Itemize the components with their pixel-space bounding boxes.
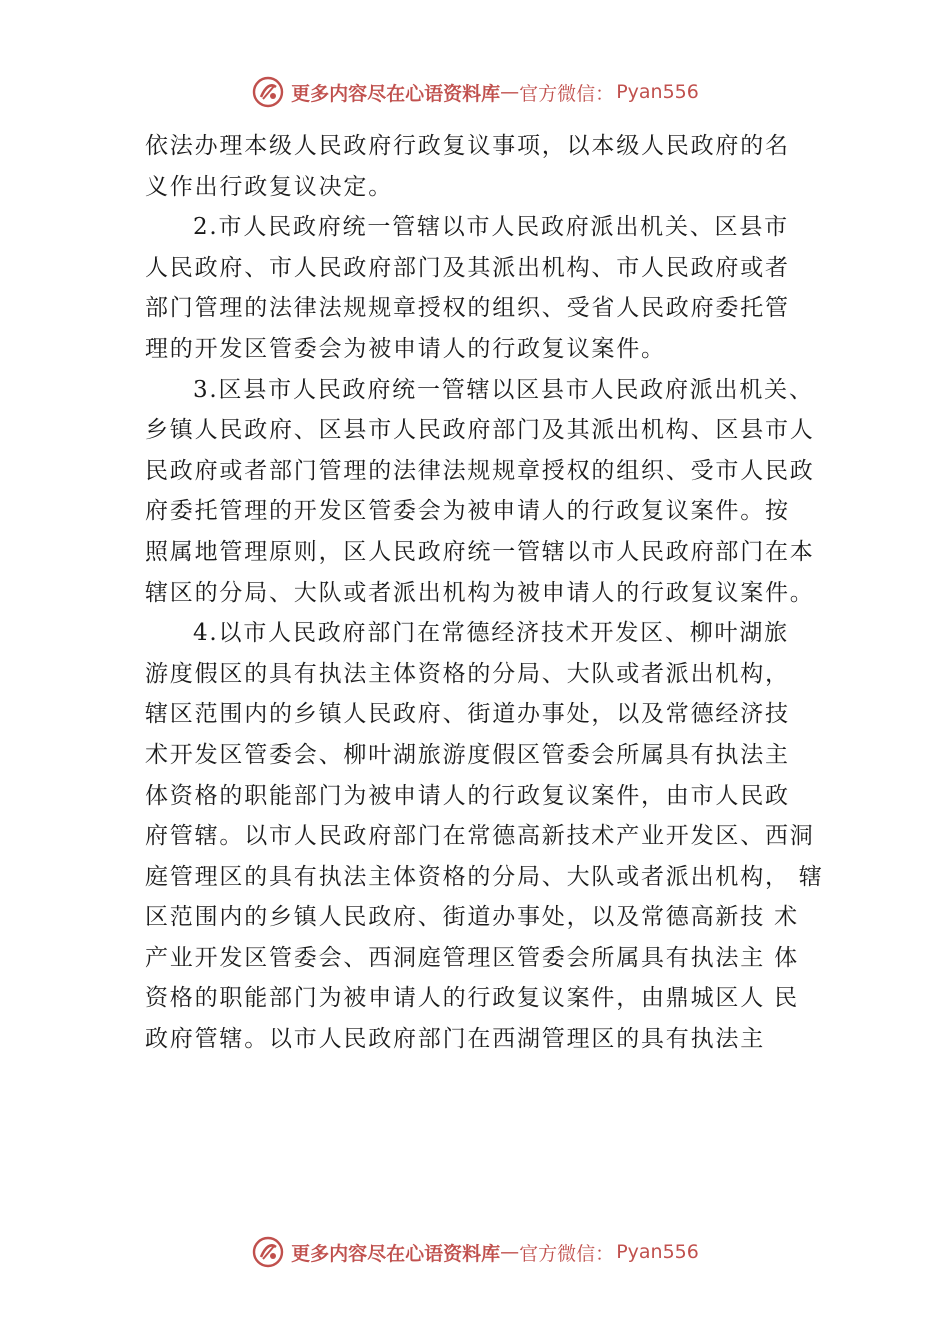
watermark-suffix: 官方微信：	[519, 1242, 615, 1265]
footer-watermark	[0, 1232, 950, 1272]
text-line: 3.区县市人民政府统一管辖以区县市人民政府派出机关、	[193, 376, 814, 403]
text-line: 乡镇人民政府、区县市人民政府部门及其派出机构、区县市人	[145, 417, 815, 444]
text-line: 辖区范围内的乡镇人民政府、街道办事处，以及常德经济技	[145, 701, 790, 728]
header-watermark	[0, 72, 950, 112]
text-line: 辖区的分局、大队或者派出机构为被申请人的行政复议案件。	[145, 579, 815, 606]
text-line: 照属地管理原则，区人民政府统一管辖以市人民政府部门在本	[145, 538, 815, 565]
text-line: 2.市人民政府统一管辖以市人民政府派出机关、区县市	[193, 214, 789, 241]
watermark-main-text: 更多内容尽在心语资料库	[291, 1242, 501, 1265]
text-line: 游度假区的具有执法主体资格的分局、大队或者派出机构，	[145, 660, 790, 687]
text-line: 庭管理区的具有执法主体资格的分局、大队或者派出机构， 辖	[145, 863, 824, 890]
watermark-dash: —	[500, 1241, 520, 1263]
watermark-handle: Pyan556	[616, 1241, 699, 1263]
watermark-handle: Pyan556	[616, 81, 699, 103]
text-line: 义作出行政复议决定。	[145, 173, 393, 200]
text-line: 人民政府、市人民政府部门及其派出机构、市人民政府或者	[145, 254, 790, 281]
text-line: 政府管辖。以市人民政府部门在西湖管理区的具有执法主	[145, 1026, 765, 1053]
text-line: 理的开发区管委会为被申请人的行政复议案件。	[145, 335, 666, 362]
text-line: 术开发区管委会、柳叶湖旅游度假区管委会所属具有执法主	[145, 741, 790, 768]
text-line: 府管辖。以市人民政府部门在常德高新技术产业开发区、西洞	[145, 823, 815, 850]
watermark-suffix: 官方微信：	[519, 82, 615, 105]
text-line: 部门管理的法律法规规章授权的组织、受省人民政府委托管	[145, 295, 790, 322]
watermark-banner	[251, 75, 699, 109]
text-line: 产业开发区管委会、西洞庭管理区管委会所属具有执法主 体	[145, 944, 799, 971]
text-line: 府委托管理的开发区管委会为被申请人的行政复议案件。按	[145, 498, 790, 525]
text-line: 区范围内的乡镇人民政府、街道办事处，以及常德高新技 术	[145, 904, 799, 931]
brand-logo-icon	[251, 75, 285, 109]
text-line: 依法办理本级人民政府行政复议事项，以本级人民政府的名	[145, 133, 790, 159]
text-line: 民政府或者部门管理的法律法规规章授权的组织、受市人民政	[145, 457, 815, 484]
watermark-dash: —	[500, 81, 520, 103]
watermark-banner	[251, 1235, 699, 1269]
text-line: 4.以市人民政府部门在常德经济技术开发区、柳叶湖旅	[193, 620, 789, 647]
document-body	[145, 126, 835, 1060]
watermark-main-text: 更多内容尽在心语资料库	[291, 82, 501, 105]
brand-logo-icon	[251, 1235, 285, 1269]
text-line: 体资格的职能部门为被申请人的行政复议案件，由市人民政	[145, 782, 790, 809]
text-line: 资格的职能部门为被申请人的行政复议案件，由鼎城区人 民	[145, 985, 799, 1012]
